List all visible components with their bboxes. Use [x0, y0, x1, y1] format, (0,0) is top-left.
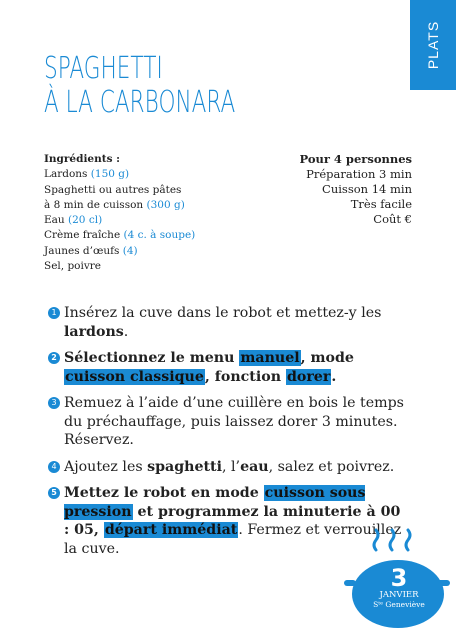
ingredient-item — [44, 198, 195, 213]
ingredients-list — [44, 152, 195, 274]
ingredient-name: Spaghetti ou autres pâtes — [44, 183, 182, 196]
cost: Coût € — [373, 212, 412, 226]
ingredient-item — [44, 213, 195, 228]
difficulty: Très facile — [350, 197, 412, 211]
ingredient-qty: (20 cl) — [68, 214, 103, 227]
step-text: . — [331, 368, 337, 385]
step-text: , l’ — [222, 458, 241, 475]
step-text: Ajoutez les — [64, 458, 148, 475]
recipe-title — [44, 52, 235, 120]
step-keyword: spaghetti — [147, 458, 222, 475]
ingredient-item — [44, 167, 195, 182]
step-number: 1 — [48, 307, 60, 319]
ingredient-name: Jaunes d’œufs — [44, 244, 123, 257]
ingredient-qty: (4 c. à soupe) — [123, 229, 196, 242]
step-number: 2 — [48, 352, 60, 364]
step-1 — [51, 304, 404, 341]
ingredient-name: Crème fraîche — [44, 229, 124, 242]
ingredient-qty: (300 g) — [146, 198, 185, 211]
ingredient-name: Eau — [44, 214, 69, 227]
ingredient-item — [44, 259, 195, 274]
section-tab — [410, 0, 456, 90]
ingredient-name: à 8 min de cuisson — [44, 198, 147, 211]
title-line-2: À LA CARBONARA — [44, 85, 236, 120]
step-number: 4 — [48, 461, 60, 473]
ingredient-item — [44, 244, 195, 259]
step-text: , fonction — [204, 368, 286, 385]
ingredient-qty: (4) — [122, 244, 138, 257]
step-text: . — [123, 323, 129, 340]
step-highlight: départ immédiat — [104, 522, 238, 538]
step-number: 3 — [48, 397, 60, 409]
step-text: Insérez la cuve dans le robot et mettez-y les — [64, 305, 382, 321]
prep-time: Préparation 3 min — [306, 167, 412, 181]
step-text: , salez et poivrez. — [268, 458, 395, 475]
badge-saint: Sᵗᵉ Geneviève — [373, 600, 425, 609]
step-highlight: dorer — [286, 368, 331, 385]
ingredient-name: Sel, poivre — [44, 260, 102, 273]
step-text: . Fermez et verrouillez la cuve. — [64, 522, 402, 557]
badge-day: 3 — [390, 564, 408, 592]
step-2 — [51, 349, 404, 386]
section-tab-label: PLATS — [425, 20, 441, 70]
ingredients-heading: Ingrédients : — [44, 153, 121, 165]
step-highlight: manuel — [240, 350, 300, 366]
title-line-1: SPAGHETTI — [44, 51, 163, 86]
step-keyword: eau — [240, 458, 269, 475]
servings: Pour 4 personnes — [299, 152, 412, 166]
step-text: et programmez la minuterie à 00 : 05, — [64, 503, 401, 538]
steps-list — [51, 304, 404, 566]
ingredient-item — [44, 183, 195, 198]
step-text: Sélectionnez le menu — [64, 350, 240, 366]
date-badge — [340, 566, 452, 610]
step-text: Mettez le robot en mode — [64, 485, 264, 501]
step-text: , mode — [300, 350, 354, 366]
cook-time: Cuisson 14 min — [322, 182, 412, 196]
step-keyword: lardons — [64, 323, 124, 340]
step-text: Remuez à l’aide d’une cuillère en bois le temps du préchauffage, puis laissez dorer 3 minutes. Réservez. — [64, 395, 404, 448]
step-4 — [51, 458, 404, 477]
recipe-meta — [299, 152, 412, 227]
step-3 — [51, 394, 404, 450]
ingredient-item — [44, 228, 195, 243]
badge-month: JANVIER — [379, 590, 419, 600]
ingredient-qty: (150 g) — [90, 168, 130, 181]
step-highlight: cuisson classique — [65, 368, 204, 385]
ingredient-name: Lardons — [44, 168, 91, 181]
step-number: 5 — [48, 487, 60, 499]
step-highlight: cuisson sous pression — [64, 485, 366, 520]
